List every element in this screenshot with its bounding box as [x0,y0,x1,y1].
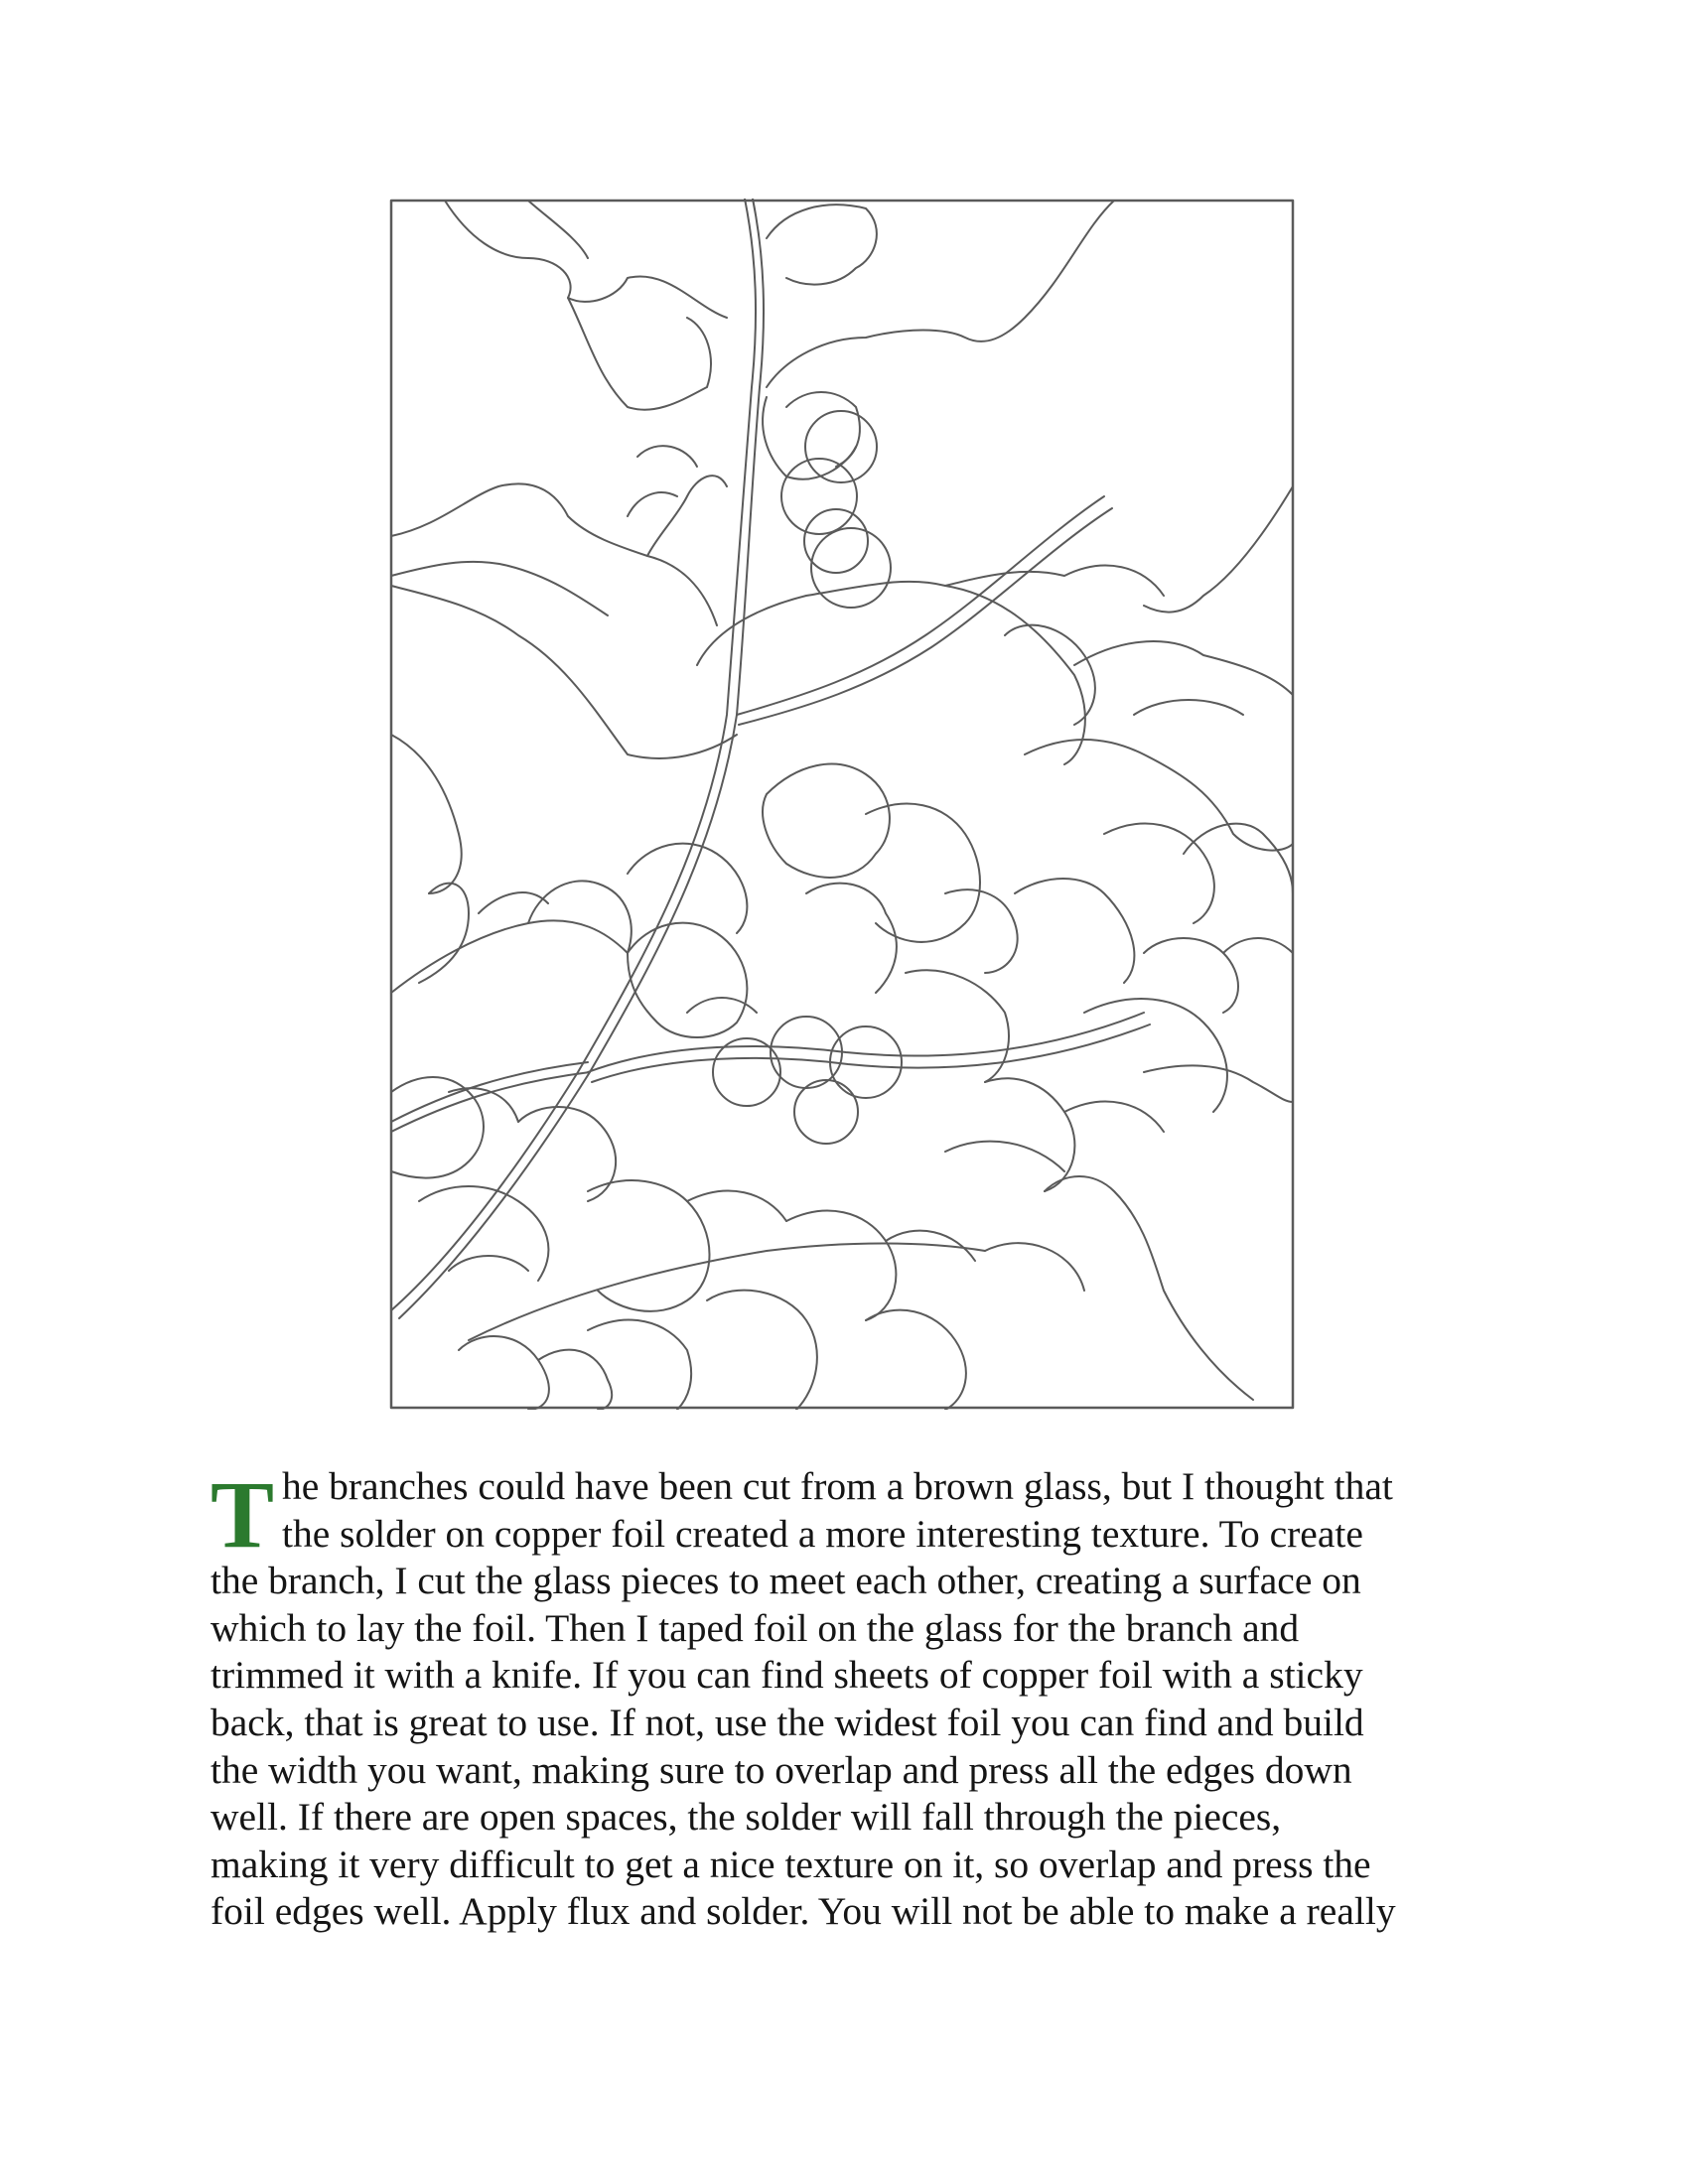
paragraph-line: the solder on copper foil created a more interesting texture. To create [282,1511,1363,1556]
paragraph-line: trimmed it with a knife. If you can find sheets of copper foil with a sticky [211,1653,1363,1698]
paragraph-line: well. If there are open spaces, the solder will fall through the pieces, [211,1795,1282,1840]
paragraph-line: the branch, I cut the glass pieces to meet each other, creating a surface on [211,1559,1361,1603]
stained-glass-pattern-figure [389,199,1295,1410]
paragraph-line: which to lay the foil. Then I taped foil on the glass for the branch and [211,1605,1300,1650]
stained-glass-leaf-pattern-icon [389,199,1295,1410]
drop-cap: T [211,1461,275,1568]
paragraph-line: foil edges well. Apply flux and solder. You will not be able to make a really [211,1889,1396,1934]
body-paragraph [211,1463,1491,1936]
paragraph-line: he branches could have been cut from a brown glass, but I thought that [282,1464,1393,1508]
paragraph-line: back, that is great to use. If not, use the widest foil you can find and build [211,1700,1364,1744]
paragraph-line: the width you want, making sure to overlap and press all the edges down [211,1747,1352,1792]
paragraph-line: making it very difficult to get a nice texture on it, so overlap and press the [211,1842,1371,1886]
